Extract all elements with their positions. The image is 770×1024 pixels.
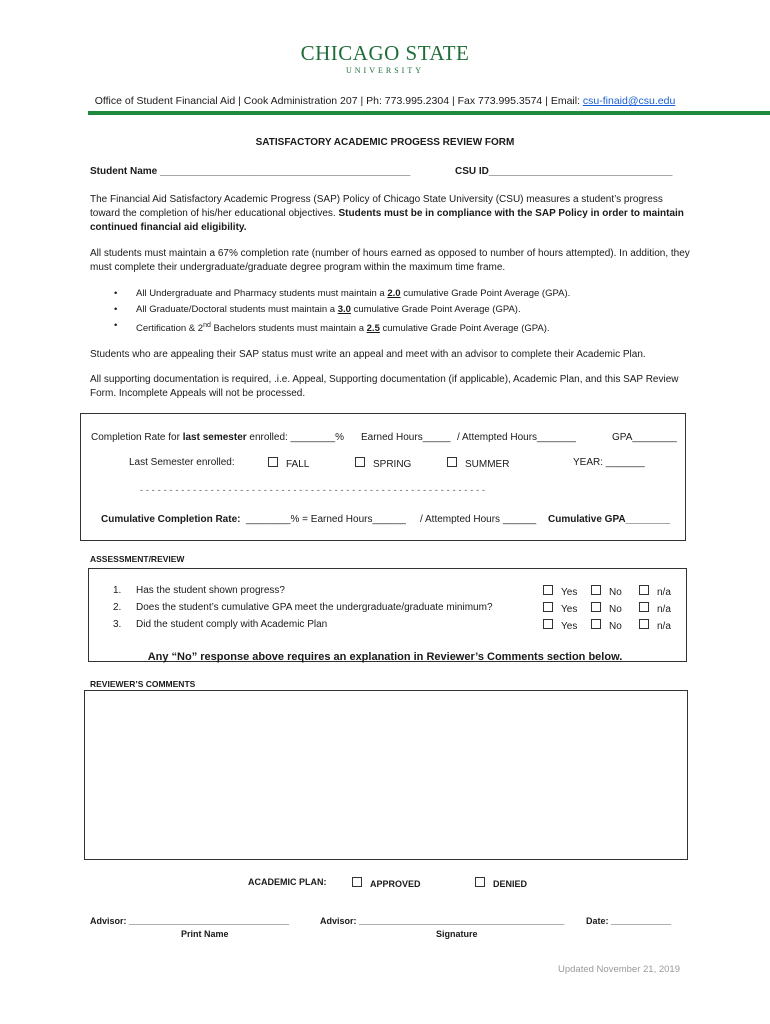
q2-no-checkbox[interactable]: [591, 602, 601, 612]
approved-option[interactable]: APPROVED: [352, 877, 421, 889]
last-semester-label: Last Semester enrolled:: [129, 457, 235, 468]
spring-checkbox[interactable]: [355, 457, 365, 467]
q1-yes-checkbox[interactable]: [543, 585, 553, 595]
csu-id-row: [455, 165, 672, 178]
updated-date: Updated November 21, 2019: [558, 964, 680, 975]
q2-yes-option[interactable]: Yes: [543, 602, 577, 615]
student-name-field[interactable]: _____________________________________________: [160, 166, 411, 177]
cumulative-attempted-field[interactable]: / Attempted Hours ______: [420, 514, 537, 525]
advisor-print-field[interactable]: Advisor: ________________________________: [90, 916, 290, 926]
intro-paragraph-1: [90, 193, 690, 235]
q1-na-checkbox[interactable]: [639, 585, 649, 595]
denied-option[interactable]: DENIED: [475, 877, 527, 889]
gpa-requirement-certification: • Certification & 2nd Bachelors students must maintain a 2.5 cumulative Grade Point Average (GPA).: [90, 318, 690, 337]
intro-p1-text: The Financial Aid Satisfactory Academic Progress (SAP) Policy of Chicago State University (CSU) measures a student’s progress toward the completion of his/her educational objectives.: [90, 194, 663, 219]
academic-plan-label: ACADEMIC PLAN:: [248, 877, 327, 887]
q1-no-option[interactable]: No: [591, 585, 622, 598]
q1-yes-option[interactable]: Yes: [543, 585, 577, 598]
q2-na-option[interactable]: n/a: [639, 602, 671, 615]
earned-hours-field[interactable]: Earned Hours_____: [361, 432, 451, 443]
question-1-number: 1.: [113, 585, 122, 596]
cumulative-gpa-field[interactable]: Cumulative GPA________: [548, 514, 671, 525]
dashed-separator: - - - - - - - - - - - - - - - - - - - - - - - - - - - - - - - - - - - - - - - - - - - - - - - - - - - - - - - - - - -: [140, 485, 486, 495]
no-response-note: Any “No” response above requires an explanation in Reviewer’s Comments section below.: [147, 651, 623, 663]
contact-text: Office of Student Financial Aid | Cook Administration 207 | Ph: 773.995.2304 | Fax 773.995.3574 | Email:: [94, 95, 583, 107]
print-name-label: Print Name: [181, 929, 229, 939]
denied-checkbox[interactable]: [475, 877, 485, 887]
intro-paragraph-4: All supporting documentation is required, .i.e. Appeal, Supporting documentation (if applicable), Academic Plan, and this SAP Review Form. Incomplete Appeals will not be processed.: [90, 374, 679, 400]
reviewer-comments-textarea[interactable]: [84, 690, 688, 860]
q2-yes-checkbox[interactable]: [543, 602, 553, 612]
question-3-number: 3.: [113, 619, 122, 630]
q3-no-option[interactable]: No: [591, 619, 622, 632]
gpa-requirement-undergrad: • All Undergraduate and Pharmacy students must maintain a 2.0 cumulative Grade Point Average (GPA).: [90, 286, 690, 302]
assessment-box: [88, 568, 687, 662]
q3-na-option[interactable]: n/a: [639, 619, 671, 632]
spring-option[interactable]: SPRING: [355, 457, 411, 470]
logo-main-text: CHICAGO STATE: [300, 41, 470, 65]
gpa-field[interactable]: GPA________: [612, 432, 677, 443]
q2-na-checkbox[interactable]: [639, 602, 649, 612]
csu-id-label: CSU ID: [455, 166, 489, 177]
csu-logo: [0, 42, 770, 76]
logo-sub-text: UNIVERSITY: [346, 66, 424, 75]
question-3-text: Did the student comply with Academic Plan: [136, 619, 328, 630]
signature-label: Signature: [436, 929, 478, 939]
student-name-label: Student Name: [90, 166, 158, 177]
reviewer-comments-label: REVIEWER’S COMMENTS: [90, 679, 196, 689]
question-1-text: Has the student shown progress?: [136, 585, 285, 596]
student-name-row: [90, 165, 410, 178]
attempted-hours-field[interactable]: / Attempted Hours_______: [457, 432, 576, 443]
question-2-text: Does the student’s cumulative GPA meet the undergraduate/graduate minimum?: [136, 602, 493, 613]
q1-no-checkbox[interactable]: [591, 585, 601, 595]
question-2-number: 2.: [113, 602, 122, 613]
gpa-requirements-list: [90, 286, 690, 337]
year-field[interactable]: YEAR: _______: [573, 457, 645, 468]
intro-paragraph-2: All students must maintain a 67% completion rate (number of hours earned as opposed to number of hours attempted). In addition, they must complete their undergraduate/graduate degree program within the maximum time frame.: [90, 248, 690, 273]
summer-checkbox[interactable]: [447, 457, 457, 467]
fall-checkbox[interactable]: [268, 457, 278, 467]
q3-yes-option[interactable]: Yes: [543, 619, 577, 632]
date-field[interactable]: Date: ____________: [586, 916, 672, 926]
intro-p1-bold: Students must be in compliance with the SAP Policy in order to maintain continued financial aid eligibility.: [90, 208, 684, 233]
form-title: SATISFACTORY ACADEMIC PROGESS REVIEW FORM: [255, 137, 515, 148]
completion-rate-last-semester: Completion Rate for last semester enrolled: ________%: [91, 432, 344, 443]
q3-no-checkbox[interactable]: [591, 619, 601, 629]
advisor-signature-field[interactable]: Advisor: _________________________________________: [320, 916, 565, 926]
q3-na-checkbox[interactable]: [639, 619, 649, 629]
email-link[interactable]: csu-finaid@csu.edu: [582, 95, 676, 107]
cumulative-completion-label: Cumulative Completion Rate:: [101, 514, 241, 525]
contact-line: [0, 95, 770, 107]
approved-checkbox[interactable]: [352, 877, 362, 887]
assessment-label: ASSESSMENT/REVIEW: [90, 554, 185, 564]
header-rule: [88, 111, 770, 115]
summer-option[interactable]: SUMMER: [447, 457, 509, 470]
intro-section: [90, 193, 690, 401]
q3-yes-checkbox[interactable]: [543, 619, 553, 629]
q1-na-option[interactable]: n/a: [639, 585, 671, 598]
cumulative-rate-field[interactable]: ________% = Earned Hours______: [246, 514, 406, 525]
q2-no-option[interactable]: No: [591, 602, 622, 615]
intro-paragraph-3: Students who are appealing their SAP status must write an appeal and meet with an advisor to complete their Academic Plan.: [90, 349, 646, 361]
csu-id-field[interactable]: _________________________________: [488, 166, 673, 177]
completion-rate-field[interactable]: enrolled: ________%: [246, 432, 344, 443]
fall-option[interactable]: FALL: [268, 457, 309, 470]
gpa-requirement-graduate: • All Graduate/Doctoral students must maintain a 3.0 cumulative Grade Point Average (GPA).: [90, 302, 690, 318]
